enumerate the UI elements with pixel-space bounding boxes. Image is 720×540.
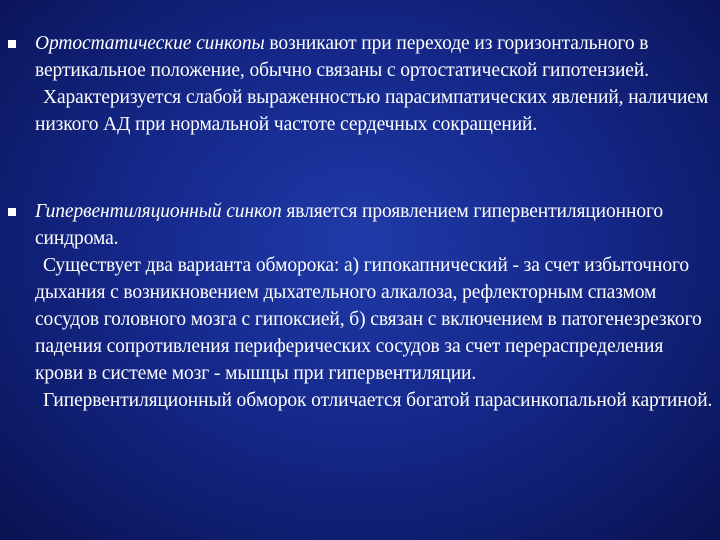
orthostatic-paragraph [35,30,715,84]
bullet-marker [8,40,16,48]
hyperventilation-detail-2: Гипервентиляционный обморок отличается богатой парасинкопальной картиной. [43,390,713,411]
bullet-item-hyperventilation [35,198,715,414]
hyperventilation-detail: Существует два варианта обморока: а) гипокапнический - за счет избыточного дыхания с возникновением дыхательного алкалоза, рефлекторным спазмом сосудов головного мозга с гипоксией, б) связан с включением в патогенезрезкого падения сопротивления периферических сосудов за счет перераспределения крови в системе мозг - мышцы при гипервентиляции. [35,255,702,384]
hyperventilation-paragraph [35,198,715,252]
hyperventilation-body: является проявлением гипервентиляционного синдрома. [35,201,664,249]
hyperventilation-heading: Гипервентиляционный синкоп [35,201,282,222]
orthostatic-detail: Характеризуется слабой выраженностью парасимпатических явлений, наличием низкого АД при нормальной частоте сердечных сокращений. [35,87,709,135]
orthostatic-heading: Ортостатические синкопы [35,33,265,54]
bullet-item-orthostatic [35,30,715,138]
orthostatic-body: возникают при переходе из горизонтального в вертикальное положение, обычно связаны с ортостатической гипотензией. [35,33,649,81]
bullet-marker [8,208,16,216]
